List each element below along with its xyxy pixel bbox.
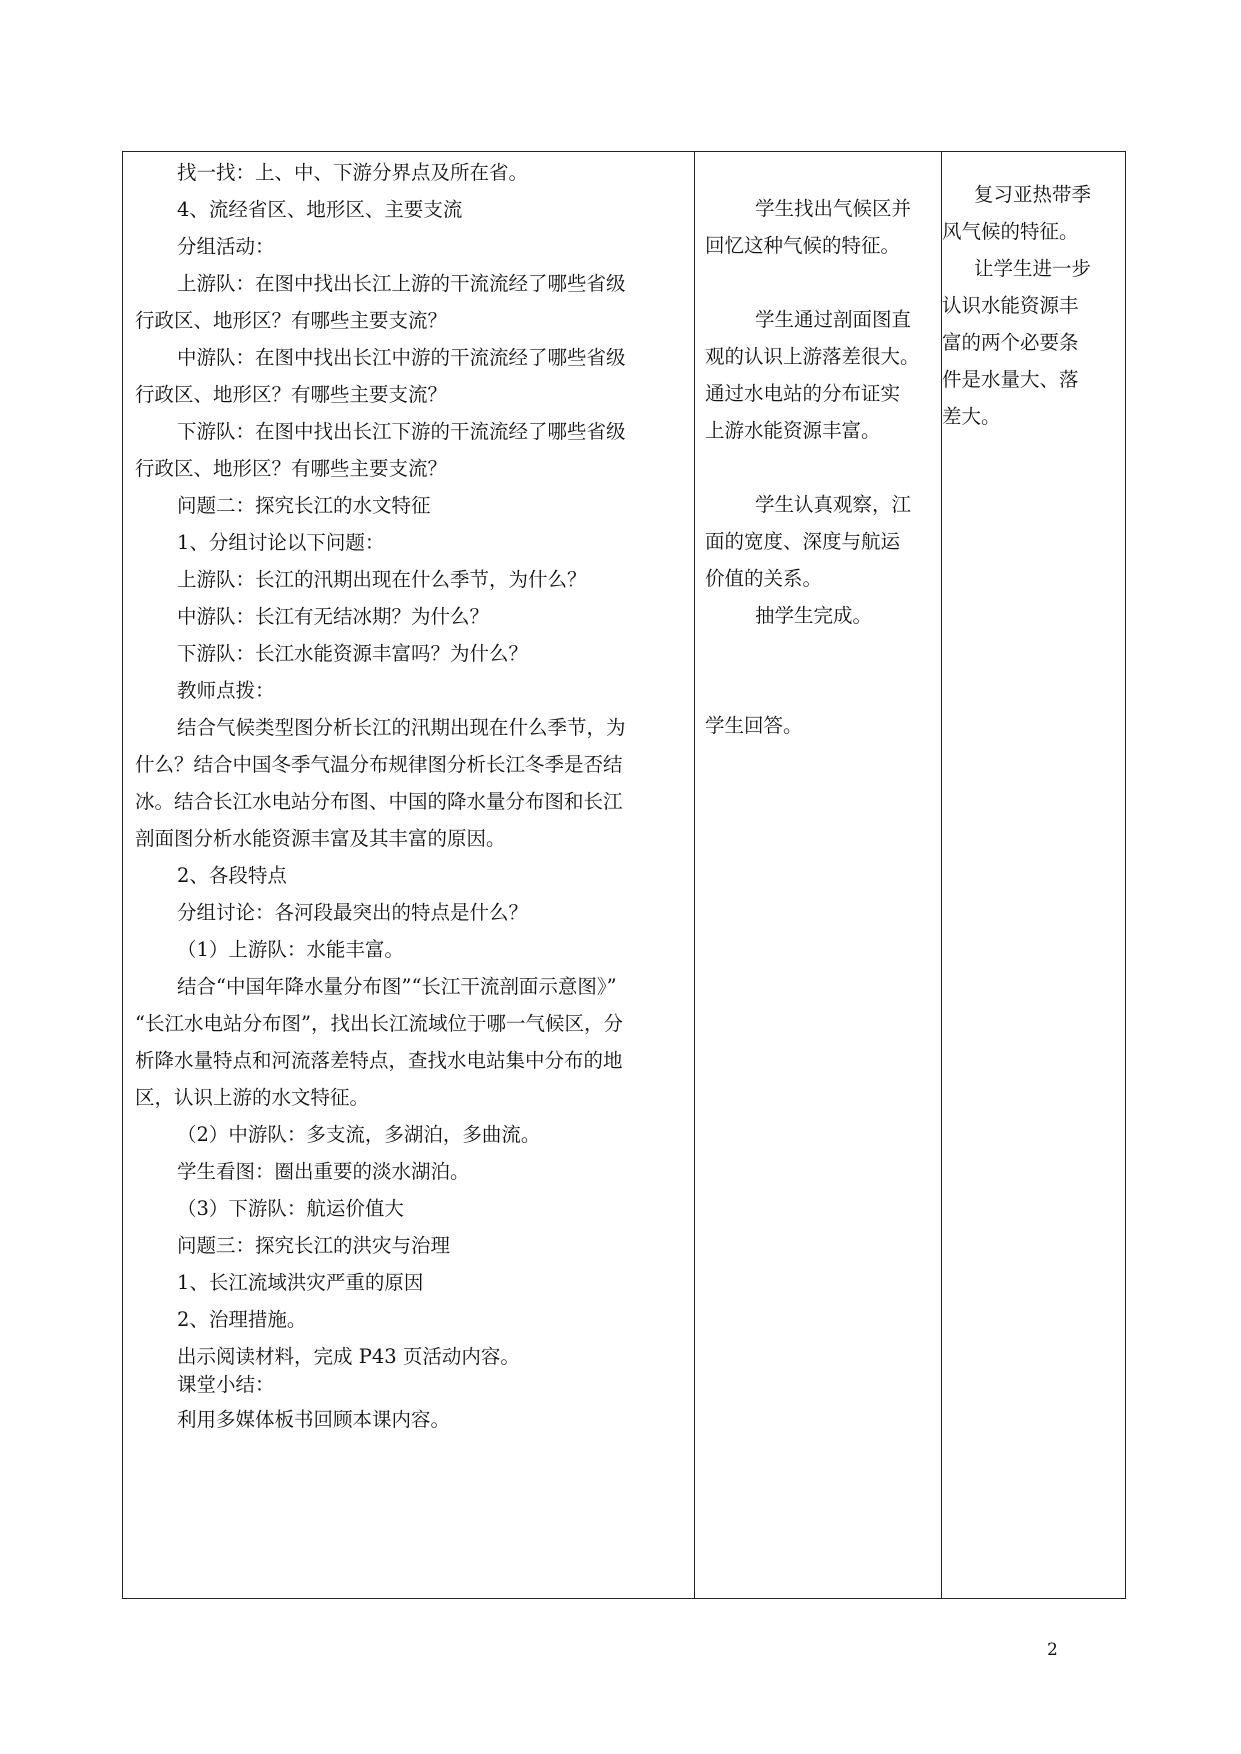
col1-text-line: 冰。结合长江水电站分布图、中国的降水量分布图和长江 — [135, 790, 623, 813]
col1-text-line: 利用多媒体板书回顾本课内容。 — [177, 1408, 451, 1431]
col1-text-line: 结合气候类型图分析长江的汛期出现在什么季节，为 — [177, 716, 626, 739]
col1-text-line: 上游队：长江的汛期出现在什么季节，为什么？ — [177, 568, 587, 591]
teaching-process-cell — [123, 152, 695, 1599]
col1-text-line: 找一找：上、中、下游分界点及所在省。 — [177, 161, 529, 184]
col1-text-line: 分组活动： — [177, 235, 275, 258]
col1-text-line: （3）下游队：航运价值大 — [177, 1197, 404, 1220]
col2-text-line: 通过水电站的分布证实 — [705, 382, 901, 405]
col1-text-line: 行政区、地形区？有哪些主要支流？ — [135, 383, 448, 406]
col1-text-line: （2）中游队：多支流，多湖泊，多曲流。 — [177, 1123, 541, 1146]
col1-text-line: 1、分组讨论以下问题： — [177, 531, 385, 554]
teaching-process-content — [123, 152, 694, 1598]
col3-text-line: 富的两个必要条 — [942, 331, 1079, 354]
col2-text-line: 观的认识上游落差很大。 — [705, 345, 920, 368]
lesson-plan-table — [122, 151, 1126, 1599]
col2-text-line: 抽学生完成。 — [755, 604, 873, 627]
col1-text-line: 出示阅读材料，完成 P43 页活动内容。 — [177, 1345, 520, 1368]
student-activity-content — [695, 152, 941, 1598]
col1-text-line: 上游队：在图中找出长江上游的干流流经了哪些省级 — [177, 272, 626, 295]
col1-text-line: 析降水量特点和河流落差特点，查找水电站集中分布的地 — [135, 1049, 623, 1072]
col1-text-line: 学生看图：圈出重要的淡水湖泊。 — [177, 1160, 470, 1183]
col1-text-line: （1）上游队：水能丰富。 — [177, 938, 404, 961]
col1-text-line: 行政区、地形区？有哪些主要支流？ — [135, 457, 448, 480]
col2-text-line: 学生找出气候区并 — [755, 197, 912, 220]
col1-text-line: 下游队：在图中找出长江下游的干流流经了哪些省级 — [177, 420, 626, 443]
col2-text-line: 学生认真观察，江 — [755, 493, 912, 516]
col1-text-line: 2、各段特点 — [177, 864, 287, 887]
design-intent-content — [942, 152, 1125, 1598]
page-number: 2 — [1047, 1640, 1058, 1660]
col1-text-line: 行政区、地形区？有哪些主要支流？ — [135, 309, 448, 332]
design-intent-cell — [942, 152, 1126, 1599]
col2-text-line: 回忆这种气候的特征。 — [705, 234, 901, 257]
col3-text-line: 复习亚热带季 — [974, 183, 1092, 206]
col1-text-line: 教师点拨： — [177, 679, 275, 702]
col1-text-line: 4、流经省区、地形区、主要支流 — [177, 198, 463, 221]
col1-text-line: 下游队：长江水能资源丰富吗？为什么？ — [177, 642, 529, 665]
col1-text-line: 中游队：在图中找出长江中游的干流流经了哪些省级 — [177, 346, 626, 369]
col3-text-line: 风气候的特征。 — [942, 220, 1079, 243]
col3-text-line: 差大。 — [942, 405, 1001, 428]
col2-text-line: 学生回答。 — [705, 714, 803, 737]
col1-text-line: 结合“中国年降水量分布图”“长江干流剖面示意图》” — [177, 975, 617, 998]
col1-text-line: 中游队：长江有无结冰期？为什么？ — [177, 605, 490, 628]
student-activity-cell — [695, 152, 942, 1599]
col2-text-line: 学生通过剖面图直 — [755, 308, 912, 331]
col1-text-line: 课堂小结： — [177, 1373, 275, 1396]
col3-text-line: 件是水量大、落 — [942, 368, 1079, 391]
col2-text-line: 上游水能资源丰富。 — [705, 419, 881, 442]
col2-text-line: 价值的关系。 — [705, 567, 823, 590]
col1-text-line: 分组讨论：各河段最突出的特点是什么？ — [177, 901, 529, 924]
col1-text-line: 问题三：探究长江的洪灾与治理 — [177, 1234, 451, 1257]
col1-text-line: 什么？结合中国冬季气温分布规律图分析长江冬季是否结 — [135, 753, 623, 776]
col1-text-line: 剖面图分析水能资源丰富及其丰富的原因。 — [135, 827, 506, 850]
col1-text-line: “长江水电站分布图”，找出长江流域位于哪一气候区，分 — [135, 1012, 623, 1035]
col1-text-line: 1、长江流域洪灾严重的原因 — [177, 1271, 424, 1294]
col3-text-line: 认识水能资源丰 — [942, 294, 1079, 317]
col2-text-line: 面的宽度、深度与航运 — [705, 530, 901, 553]
col1-text-line: 区，认识上游的水文特征。 — [135, 1086, 370, 1109]
col1-text-line: 2、治理措施。 — [177, 1308, 307, 1331]
col3-text-line: 让学生进一步 — [974, 257, 1092, 280]
col1-text-line: 问题二：探究长江的水文特征 — [177, 494, 431, 517]
table-row — [123, 152, 1126, 1599]
